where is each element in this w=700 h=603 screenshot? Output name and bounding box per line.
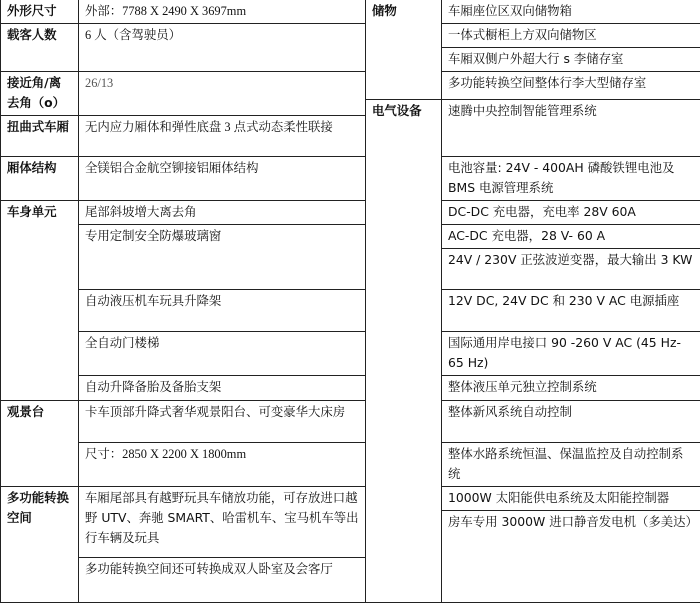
- electric-item: 24V / 230V 正弦波逆变器，最大输出 3 KW: [442, 249, 700, 290]
- body-item: 全自动门楼梯: [79, 332, 366, 376]
- storage-item: 车厢座位区双向储物箱: [442, 0, 700, 24]
- multi-item: 多功能转换空间还可转换成双人卧室及会客厅: [79, 558, 366, 603]
- multi-item: 车厢尾部具有越野玩具车储放功能，可存放进口越野 UTV、奔驰 SMART、哈雷机车、宝马机车等出行车辆及玩具: [79, 487, 366, 558]
- size-value: 外部：7788 X 2490 X 3697mm: [79, 0, 366, 24]
- body-item: 尾部斜坡增大离去角: [79, 201, 366, 225]
- storage-item: 车厢双侧户外超大行 s 李储存室: [442, 48, 700, 72]
- electric-item: 房车专用 3000W 进口静音发电机（多美达）: [442, 511, 700, 603]
- torsion-value: 无内应力厢体和弹性底盘 3 点式动态柔性联接: [79, 116, 366, 157]
- angle-value: 26/13: [79, 72, 366, 116]
- electric-item: 1000W 太阳能供电系统及太阳能控制器: [442, 487, 700, 511]
- electric-item: 12V DC, 24V DC 和 230 V AC 电源插座: [442, 290, 700, 332]
- body-item: 专用定制安全防爆玻璃窗: [79, 225, 366, 290]
- view-label: 观景台: [1, 401, 79, 487]
- body-label: 车身单元: [1, 201, 79, 401]
- structure-label: 厢体结构: [1, 157, 79, 201]
- electric-item: 整体水路系统恒温、保温监控及自动控制系统: [442, 443, 700, 487]
- electric-item: 整体液压单元独立控制系统: [442, 376, 700, 401]
- torsion-label: 扭曲式车厢: [1, 116, 79, 157]
- view-item: 卡车顶部升降式奢华观景阳台、可变豪华大床房: [79, 401, 366, 443]
- electric-item: DC-DC 充电器，充电率 28V 60A: [442, 201, 700, 225]
- angle-label: 接近角/离去角（o）: [1, 72, 79, 116]
- storage-label: 储物: [366, 0, 442, 100]
- storage-item: 多功能转换空间整体行李大型储存室: [442, 72, 700, 100]
- body-item: 自动升降备胎及备胎支架: [79, 376, 366, 401]
- electric-item: 整体新风系统自动控制: [442, 401, 700, 443]
- multi-label: 多功能转换空间: [1, 487, 79, 603]
- electric-item: 电池容量: 24V - 400AH 磷酸铁锂电池及 BMS 电源管理系统: [442, 157, 700, 201]
- electric-label: 电气设备: [366, 100, 442, 603]
- passengers-label: 载客人数: [1, 24, 79, 72]
- structure-value: 全镁铝合金航空铆接铝厢体结构: [79, 157, 366, 201]
- electric-item: AC-DC 充电器，28 V- 60 A: [442, 225, 700, 249]
- view-item: 尺寸：2850 X 2200 X 1800mm: [79, 443, 366, 487]
- electric-item: 速腾中央控制智能管理系统: [442, 100, 700, 157]
- passengers-value: 6 人（含驾驶员）: [79, 24, 366, 72]
- size-label: 外形尺寸: [1, 0, 79, 24]
- body-item: 自动液压机车玩具升降架: [79, 290, 366, 332]
- storage-item: 一体式橱柜上方双向储物区: [442, 24, 700, 48]
- electric-item: 国际通用岸电接口 90 -260 V AC (45 Hz-65 Hz): [442, 332, 700, 376]
